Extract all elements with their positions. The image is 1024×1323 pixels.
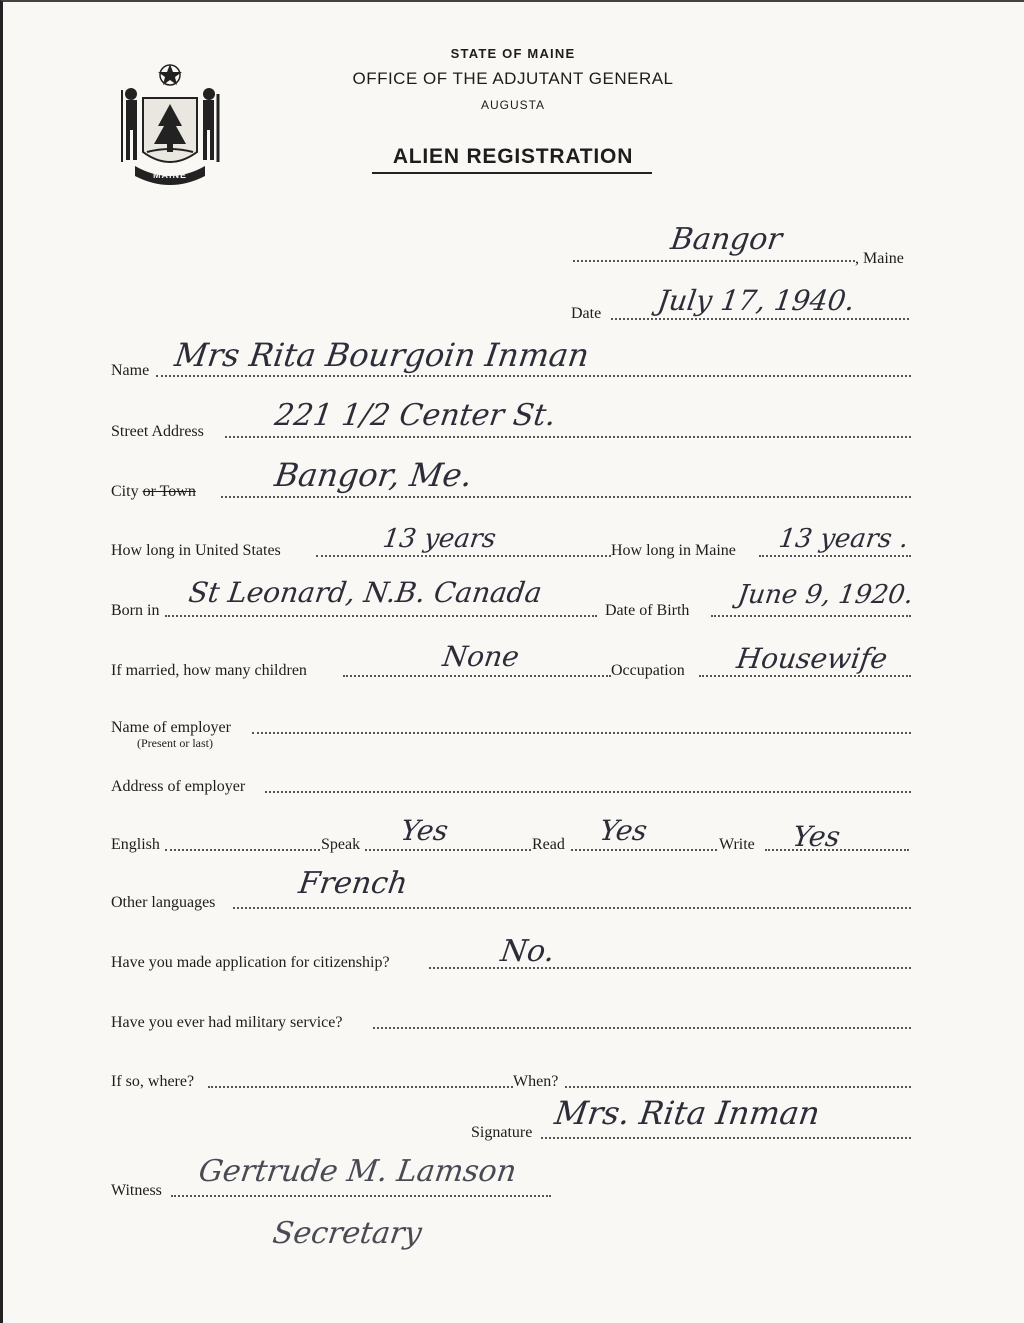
born-in-line — [165, 615, 597, 617]
english-label: English — [111, 836, 160, 853]
dob-line — [711, 615, 911, 617]
when-line — [565, 1086, 911, 1088]
how-long-maine-value: 13 years . — [776, 524, 911, 554]
when-label: When? — [513, 1073, 559, 1090]
witness-line — [171, 1195, 551, 1197]
name-label: Name — [111, 362, 150, 379]
date-line — [611, 318, 909, 320]
maine-label: , Maine — [855, 250, 904, 267]
citizenship-value: No. — [498, 934, 557, 969]
street-line — [225, 436, 911, 438]
speak-line — [365, 849, 531, 851]
born-in-label: Born in — [111, 602, 160, 619]
employer-address-line — [265, 791, 911, 793]
name-line — [156, 375, 911, 377]
occupation-line — [699, 675, 911, 677]
date-value: July 17, 1940. — [655, 284, 857, 317]
name-value: Mrs Rita Bourgoin Inman — [172, 336, 592, 374]
signature-label: Signature — [471, 1124, 533, 1141]
children-label: If married, how many children — [111, 662, 307, 679]
other-languages-line — [233, 907, 911, 909]
city-label-text: City — [111, 483, 139, 500]
title-underline — [372, 172, 652, 174]
street-value: 221 1/2 Center St. — [272, 398, 558, 433]
where-line — [208, 1086, 513, 1088]
maine-state-seal — [115, 60, 225, 186]
english-line — [165, 849, 320, 851]
citizenship-label: Have you made application for citizenship? — [111, 954, 390, 971]
city-label — [111, 483, 196, 501]
occupation-label: Occupation — [611, 662, 685, 679]
how-long-us-line — [316, 555, 611, 557]
form-title: ALIEN REGISTRATION — [392, 145, 634, 168]
children-value: None — [440, 640, 522, 673]
read-value: Yes — [597, 814, 650, 847]
state-heading: STATE OF MAINE — [450, 46, 576, 61]
witness-title: Secretary — [270, 1216, 424, 1251]
city-value: Bangor, Me. — [272, 456, 475, 494]
employer-name-label: Name of employer — [111, 719, 231, 736]
occupation-value: Housewife — [734, 642, 890, 675]
born-in-value: St Leonard, N.B. Canada — [186, 576, 544, 609]
write-value: Yes — [790, 820, 843, 853]
employer-note: (Present or last) — [137, 736, 213, 750]
children-line — [343, 675, 611, 677]
city-line — [221, 496, 911, 498]
write-label: Write — [719, 836, 755, 853]
place-value: Bangor — [668, 222, 785, 257]
other-languages-value: French — [296, 866, 410, 901]
date-label: Date — [571, 305, 602, 322]
witness-value: Gertrude M. Lamson — [196, 1154, 519, 1189]
read-label: Read — [532, 836, 565, 853]
dob-value: June 9, 1920. — [735, 580, 916, 610]
employer-name-line — [252, 732, 911, 734]
svg-text:MAINE: MAINE — [153, 170, 187, 180]
how-long-us-value: 13 years — [380, 524, 498, 554]
employer-address-label: Address of employer — [111, 778, 246, 795]
office-heading: OFFICE OF THE ADJUTANT GENERAL — [352, 69, 674, 88]
speak-value: Yes — [398, 814, 451, 847]
city-heading: AUGUSTA — [480, 98, 546, 112]
read-line — [571, 849, 717, 851]
how-long-maine-line — [759, 555, 911, 557]
how-long-maine-label: How long in Maine — [611, 542, 736, 559]
dob-label: Date of Birth — [605, 602, 690, 619]
other-languages-label: Other languages — [111, 894, 216, 911]
speak-label: Speak — [321, 836, 361, 853]
how-long-us-label: How long in United States — [111, 542, 281, 559]
signature-value: Mrs. Rita Inman — [552, 1094, 823, 1132]
signature-line — [541, 1137, 911, 1139]
military-label: Have you ever had military service? — [111, 1014, 343, 1031]
street-label: Street Address — [111, 423, 204, 440]
military-line — [373, 1027, 911, 1029]
or-town-struck: or Town — [142, 483, 196, 500]
where-label: If so, where? — [111, 1073, 195, 1090]
witness-label: Witness — [111, 1182, 162, 1199]
place-line — [573, 260, 855, 262]
